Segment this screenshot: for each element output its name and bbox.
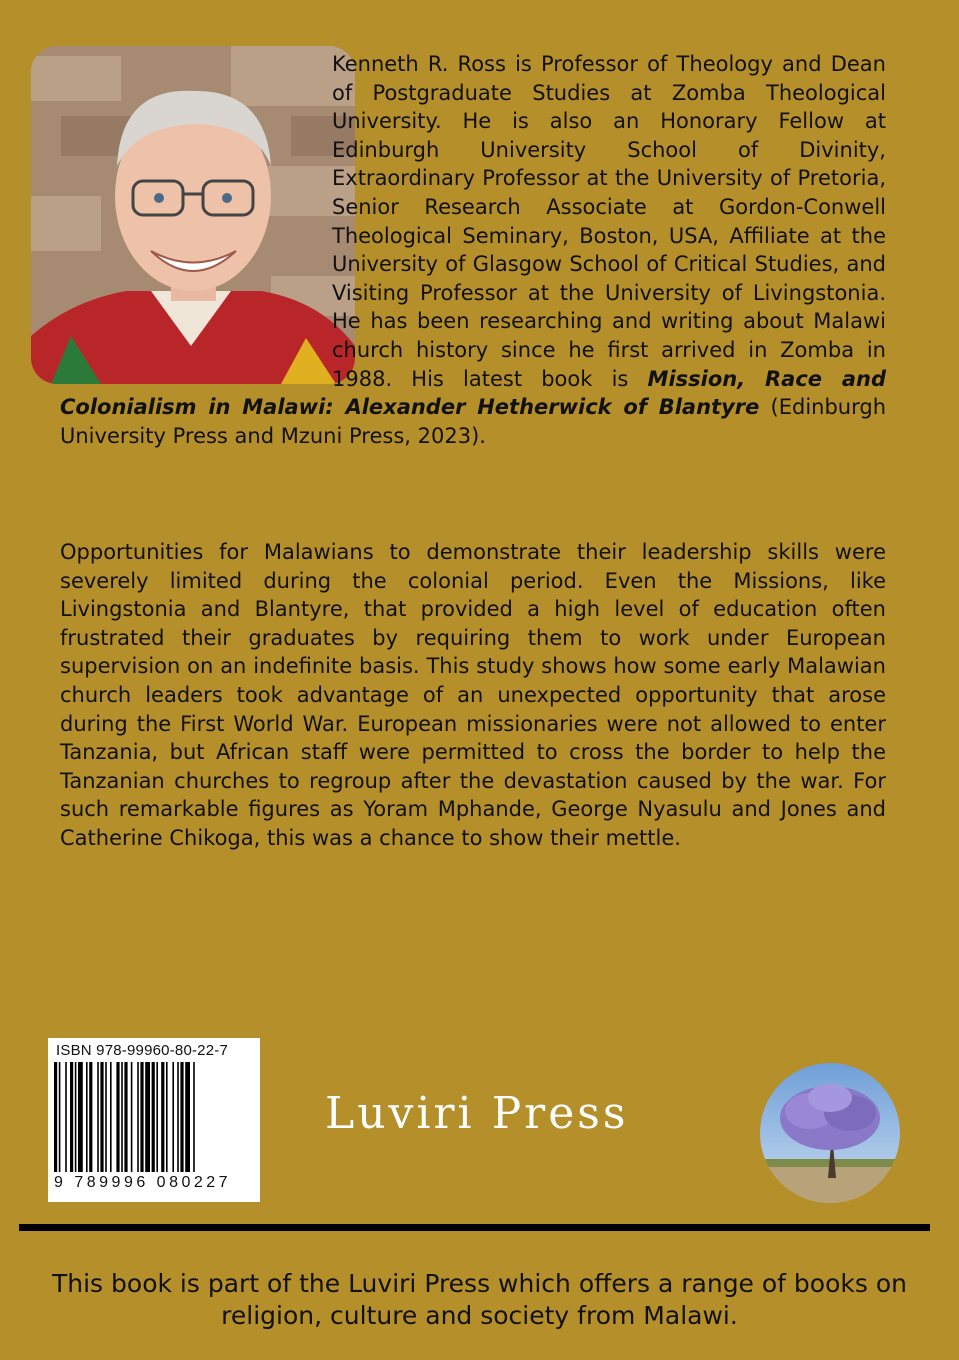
bio-text: Kenneth R. Ross is Professor of Theology and Dean of Postgraduate Studies at Zomba Theological University. He is also an Honorary Fellow at Edinburgh University School of Divinity, Extraordinary Professor at the University of Pretoria, Senior Research Associate at Gordon-Conwell Theological Seminary, Boston, USA, Affiliate at the University of Glasgow School of Critical Studies, and Visiting Professor at the University of Livingstonia. He has been researching and writing about Malawi church history since he first arrived in Zomba in 1988. His latest book is	[332, 52, 886, 391]
publisher-logo: Luviri Press	[325, 1088, 629, 1139]
divider-rule	[19, 1224, 930, 1231]
book-title: Mission, Race and Colonialism in Malawi: Alexander Hetherwick of Blantyre	[60, 366, 886, 420]
tree-image	[760, 1063, 900, 1203]
series-note: This book is part of the Luviri Press which offers a range of books on religion, culture and society from Malawi.	[52, 1269, 907, 1330]
bio-text-end: (Edinburgh University Press and Mzuni Press, 2023).	[60, 395, 887, 448]
isbn-label: ISBN 978-99960-80-22-7	[56, 1042, 229, 1059]
isbn-digits: 9 789996 080227	[54, 1174, 232, 1191]
book-blurb: Opportunities for Malawians to demonstrate their leadership skills were severely limited during the colonial period. Even the Missions, like Livingstonia and Blantyre, that provided a high level of education often frustrated their graduates by requiring them to work under European supervision on an indefinite basis. This study shows how some early Malawian church leaders took advantage of an unexpected opportunity that arose during the First World War. European missionaries were not allowed to enter Tanzania, but African staff were permitted to cross the border to help the Tanzanian churches to regroup after the devastation caused by the war. For such remarkable figures as Yoram Mphande, George Nyasulu and Jones and Catherine Chikoga, this was a chance to show their mettle.	[60, 540, 886, 850]
photo-wrap-spacer	[0, 50, 326, 392]
author-bio	[60, 50, 886, 450]
isbn-barcode-box	[48, 1038, 260, 1202]
